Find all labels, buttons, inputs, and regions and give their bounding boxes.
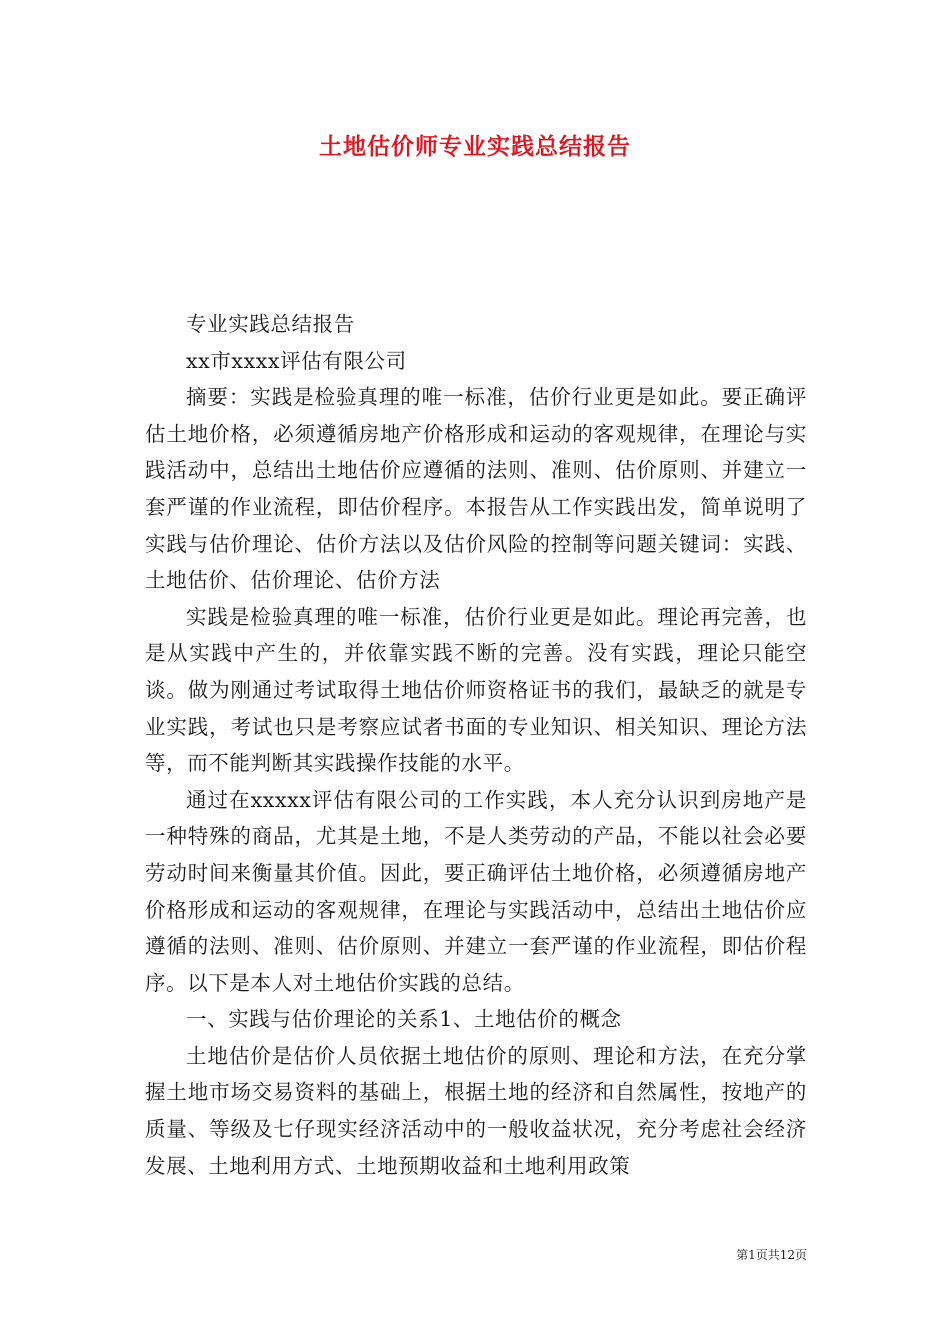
paragraph-body: 土地估价是估价人员依据土地估价的原则、理论和方法，在充分掌握土地市场交易资料的基础上，根据土地的经济和自然属性，按地产的质量、等级及七仔现实经济活动中的一般收益状况，充分考虑社会经济发展、土地利用方式、土地预期收益和土地利用政策 (145, 1043, 807, 1178)
paragraph-company: xx市xxxx评估有限公司 (186, 348, 407, 373)
paragraph-heading: 专业实践总结报告 (186, 312, 355, 336)
document-body (145, 306, 807, 1184)
document-title: 土地估价师专业实践总结报告 (319, 133, 631, 160)
paragraph-abstract: 摘要：实践是检验真理的唯一标准，估价行业更是如此。要正确评估土地价格，必须遵循房地产价格形成和运动的客观规律，在理论与实践活动中，总结出土地估价应遵循的法则、准则、估价原则、并建立一套严谨的作业流程，即估价程序。本报告从工作实践出发，简单说明了实践与估价理论、估价方法以及估价风险的控制等问题关键词：实践、土地估价、估价理论、估价方法 (145, 385, 807, 593)
paragraph-body: 实践是检验真理的唯一标准，估价行业更是如此。理论再完善，也是从实践中产生的，并依靠实践不断的完善。没有实践，理论只能空谈。做为刚通过考试取得土地估价师资格证书的我们，最缺乏的就是专业实践，考试也只是考察应试者书面的专业知识、相关知识、理论方法等，而不能判断其实践操作技能的水平。 (145, 604, 807, 776)
section-heading: 一、实践与估价理论的关系1、土地估价的概念 (186, 1007, 622, 1032)
page-number: 第1页共12页 (736, 1248, 807, 1262)
paragraph-body: 通过在xxxxx评估有限公司的工作实践，本人充分认识到房地产是一种特殊的商品，尤其是土地，不是人类劳动的产品，不能以社会必要劳动时间来衡量其价值。因此，要正确评估土地价格，必须遵循房地产价格形成和运动的客观规律，在理论与实践活动中，总结出土地估价应遵循的法则、准则、估价原则、并建立一套严谨的作业流程，即估价程序。以下是本人对土地估价实践的总结。 (145, 787, 807, 995)
